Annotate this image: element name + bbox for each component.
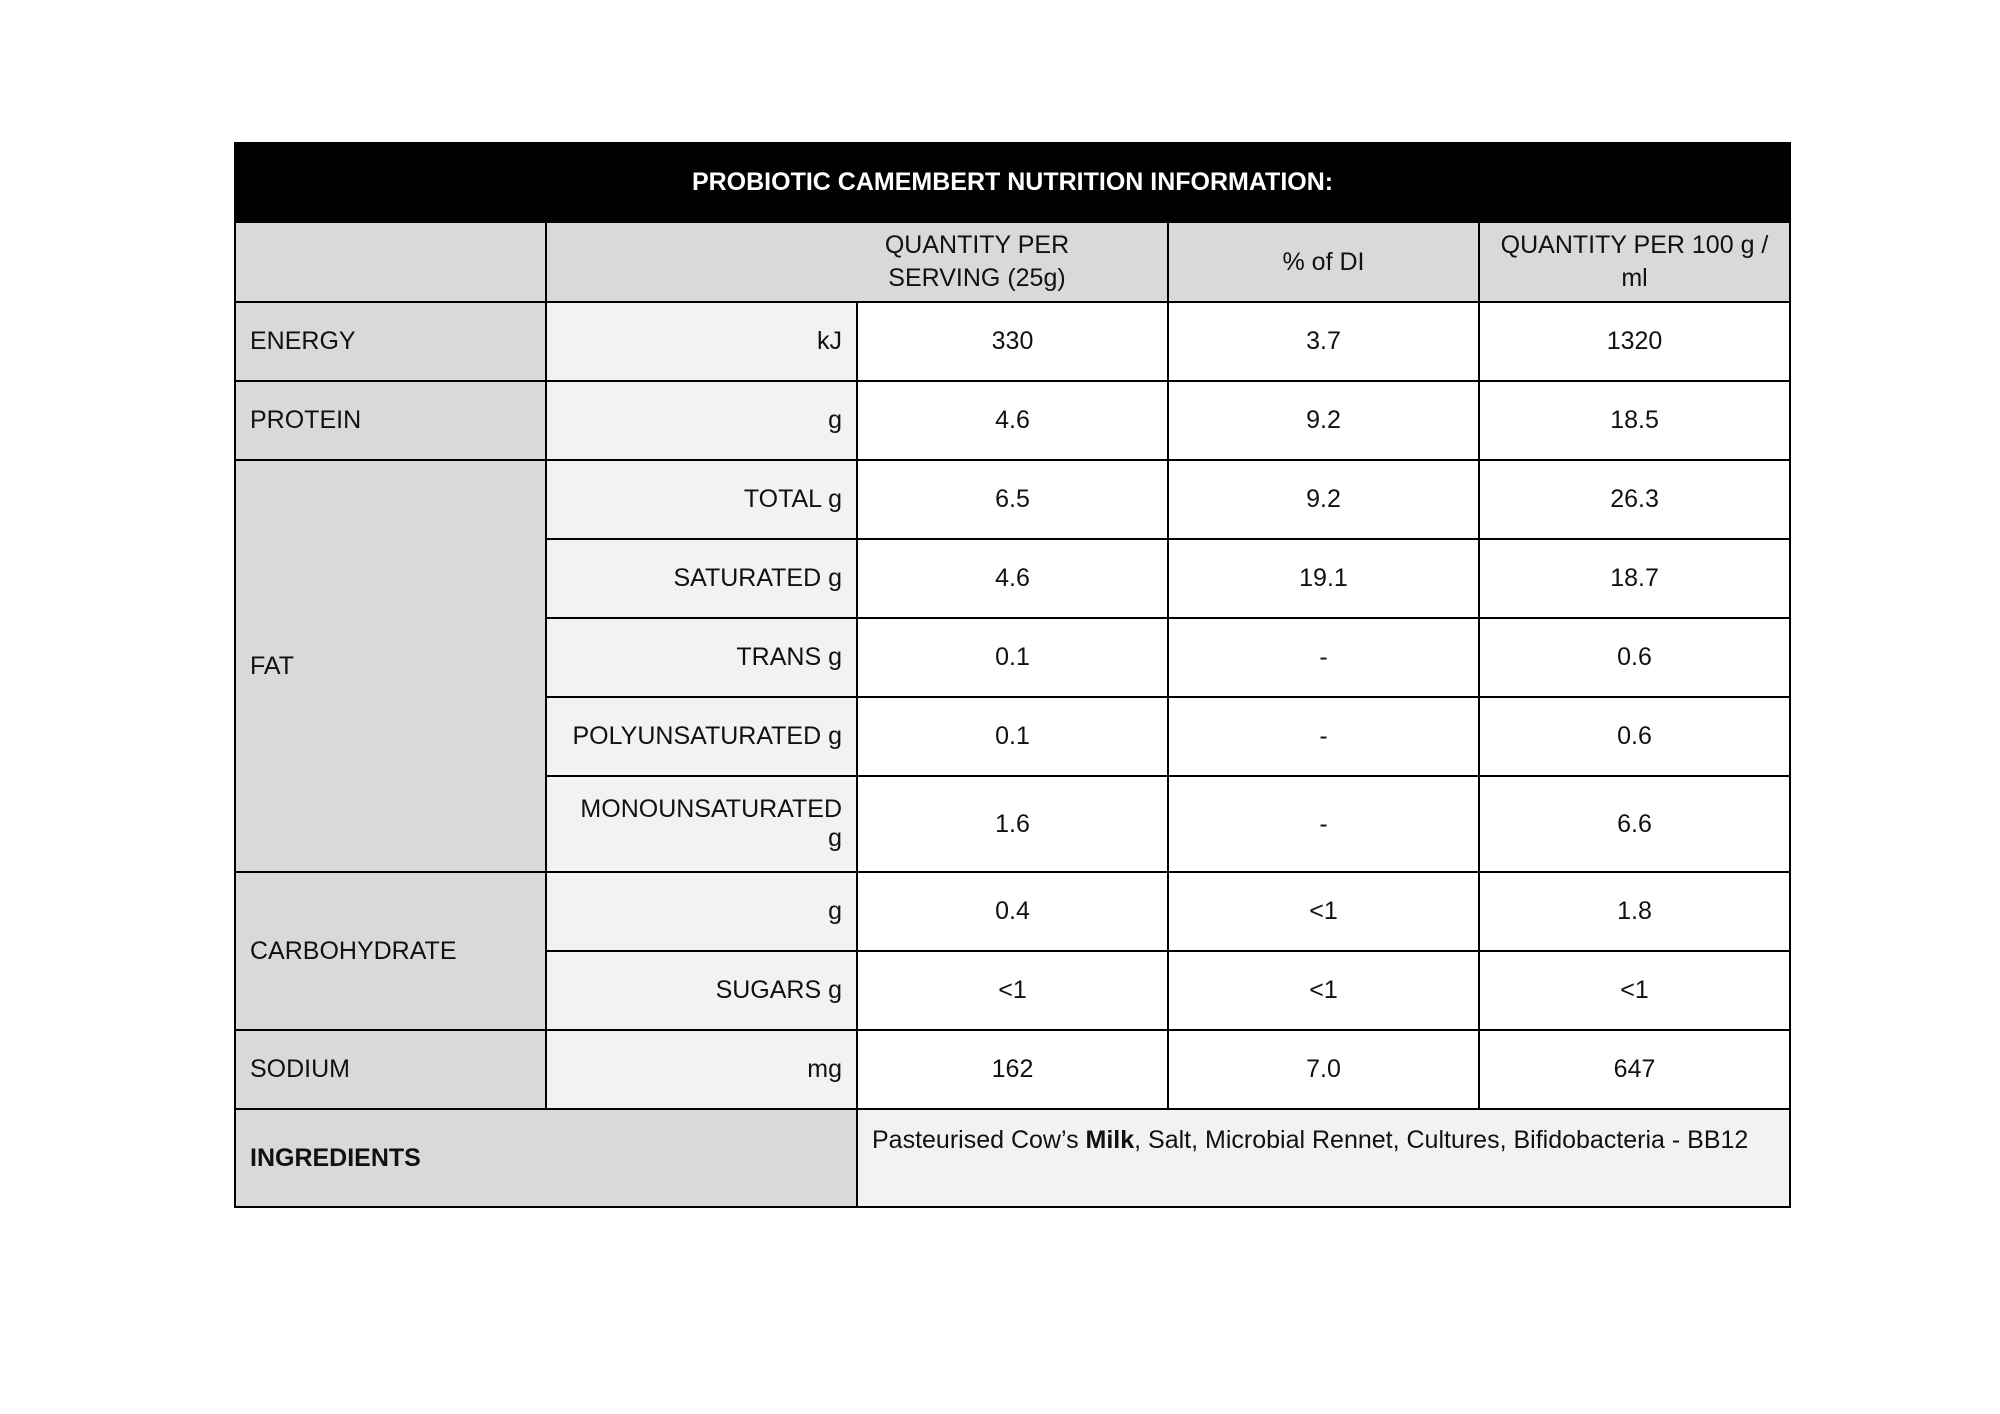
table-row (235, 460, 1790, 539)
nutrient-label: FAT (235, 460, 546, 872)
unit-cell: mg (546, 1030, 857, 1109)
per100-value: 18.7 (1479, 539, 1790, 618)
ingredients-suffix: , Salt, Microbial Rennet, Cultures, Bifidobacteria - BB12 (1134, 1126, 1749, 1154)
di-value: 3.7 (1168, 302, 1479, 381)
di-value: 19.1 (1168, 539, 1479, 618)
di-value: - (1168, 618, 1479, 697)
table-row (235, 302, 1790, 381)
ingredients-row (235, 1109, 1790, 1207)
table-row (235, 381, 1790, 460)
header-quantity-per-100: QUANTITY PER 100 g / ml (1479, 222, 1790, 302)
serving-value: 4.6 (857, 539, 1168, 618)
di-value: <1 (1168, 951, 1479, 1030)
nutrient-label: CARBOHYDRATE (235, 872, 546, 1030)
di-value: - (1168, 697, 1479, 776)
table-row (235, 1030, 1790, 1109)
serving-value: 0.1 (857, 618, 1168, 697)
per100-value: 0.6 (1479, 697, 1790, 776)
nutrient-label: ENERGY (235, 302, 546, 381)
header-percent-di: % of DI (1168, 222, 1479, 302)
ingredients-text (857, 1109, 1790, 1207)
per100-value: 1.8 (1479, 872, 1790, 951)
unit-cell: MONOUNSATURATED g (546, 776, 857, 872)
unit-cell: SATURATED g (546, 539, 857, 618)
serving-value: 4.6 (857, 381, 1168, 460)
serving-value: 0.1 (857, 697, 1168, 776)
table-title: PROBIOTIC CAMEMBERT NUTRITION INFORMATION: (235, 143, 1790, 222)
ingredients-label: INGREDIENTS (235, 1109, 857, 1207)
di-value: 7.0 (1168, 1030, 1479, 1109)
di-value: 9.2 (1168, 460, 1479, 539)
unit-cell: g (546, 381, 857, 460)
header-blank-cell (235, 222, 546, 302)
ingredients-allergen: Milk (1085, 1126, 1135, 1154)
serving-value: 330 (857, 302, 1168, 381)
serving-value: 162 (857, 1030, 1168, 1109)
unit-cell: g (546, 872, 857, 951)
di-value: 9.2 (1168, 381, 1479, 460)
header-quantity-per-serving: QUANTITY PER SERVING (25g) (546, 222, 1168, 302)
per100-value: 6.6 (1479, 776, 1790, 872)
unit-cell: POLYUNSATURATED g (546, 697, 857, 776)
serving-value: 6.5 (857, 460, 1168, 539)
serving-value: <1 (857, 951, 1168, 1030)
per100-value: 18.5 (1479, 381, 1790, 460)
nutrient-label: PROTEIN (235, 381, 546, 460)
nutrient-label: SODIUM (235, 1030, 546, 1109)
unit-cell: TOTAL g (546, 460, 857, 539)
per100-value: 1320 (1479, 302, 1790, 381)
header-row (235, 222, 1790, 302)
unit-cell: SUGARS g (546, 951, 857, 1030)
unit-cell: TRANS g (546, 618, 857, 697)
di-value: - (1168, 776, 1479, 872)
di-value: <1 (1168, 872, 1479, 951)
per100-value: 647 (1479, 1030, 1790, 1109)
serving-value: 0.4 (857, 872, 1168, 951)
ingredients-prefix: Pasteurised Cow’s (872, 1126, 1086, 1154)
per100-value: 0.6 (1479, 618, 1790, 697)
serving-value: 1.6 (857, 776, 1168, 872)
table-row (235, 872, 1790, 951)
per100-value: <1 (1479, 951, 1790, 1030)
nutrition-table (234, 142, 1791, 1208)
per100-value: 26.3 (1479, 460, 1790, 539)
unit-cell: kJ (546, 302, 857, 381)
